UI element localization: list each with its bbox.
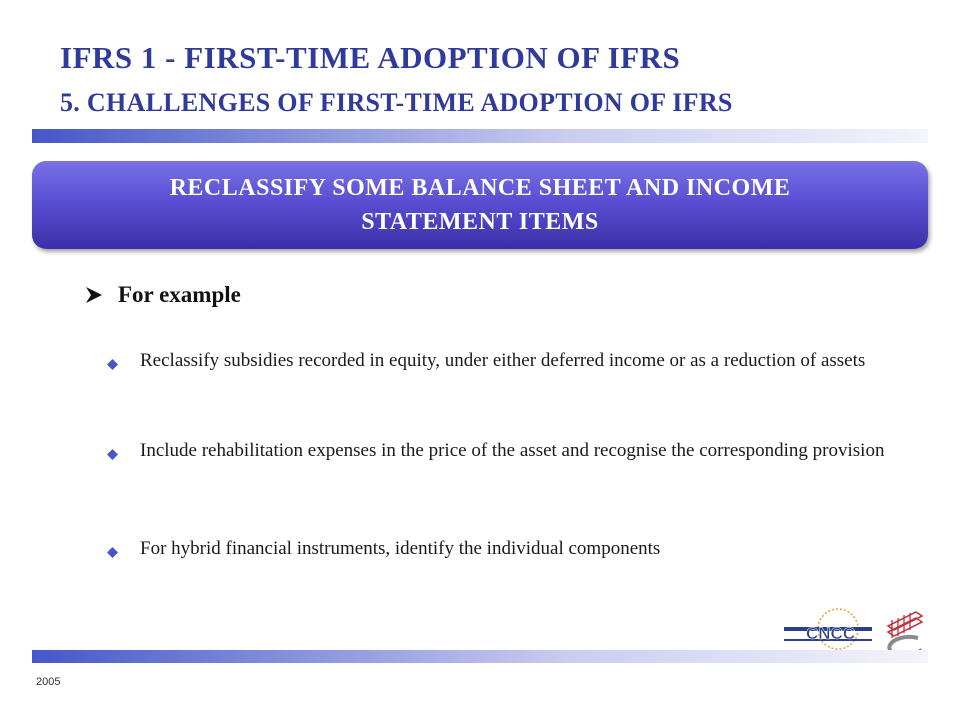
- slide-title: IFRS 1 - FIRST-TIME ADOPTION OF IFRS: [60, 40, 681, 75]
- arrow-icon: [84, 285, 104, 305]
- diamond-icon: [107, 449, 118, 460]
- header-divider: [32, 129, 928, 143]
- lead-text: For example: [118, 282, 241, 307]
- slide-subtitle: 5. CHALLENGES OF FIRST-TIME ADOPTION OF IFRS: [60, 88, 733, 117]
- diamond-icon: [107, 359, 118, 370]
- cncc-logo-text: CNCC: [806, 624, 856, 643]
- banner-text: [170, 171, 791, 239]
- bullet-text: For hybrid financial instruments, identify the individual components: [140, 538, 661, 559]
- footer-year: 2005: [36, 676, 61, 688]
- section-banner: [32, 161, 928, 249]
- bullet-item: [107, 540, 897, 564]
- footer-divider: [32, 650, 928, 663]
- lead-item: [84, 282, 241, 308]
- bullet-item: [107, 442, 897, 466]
- bullet-text: Include rehabilitation expenses in the price of the asset and recognise the corresponding provision: [140, 440, 885, 461]
- banner-line-1: RECLASSIFY SOME BALANCE SHEET AND INCOME: [169, 175, 791, 201]
- banner-line-2: STATEMENT ITEMS: [361, 209, 599, 235]
- bullet-text: Reclassify subsidies recorded in equity, under either deferred income or as a reduction of assets: [140, 350, 866, 371]
- diamond-icon: [107, 547, 118, 558]
- bullet-item: [107, 352, 897, 376]
